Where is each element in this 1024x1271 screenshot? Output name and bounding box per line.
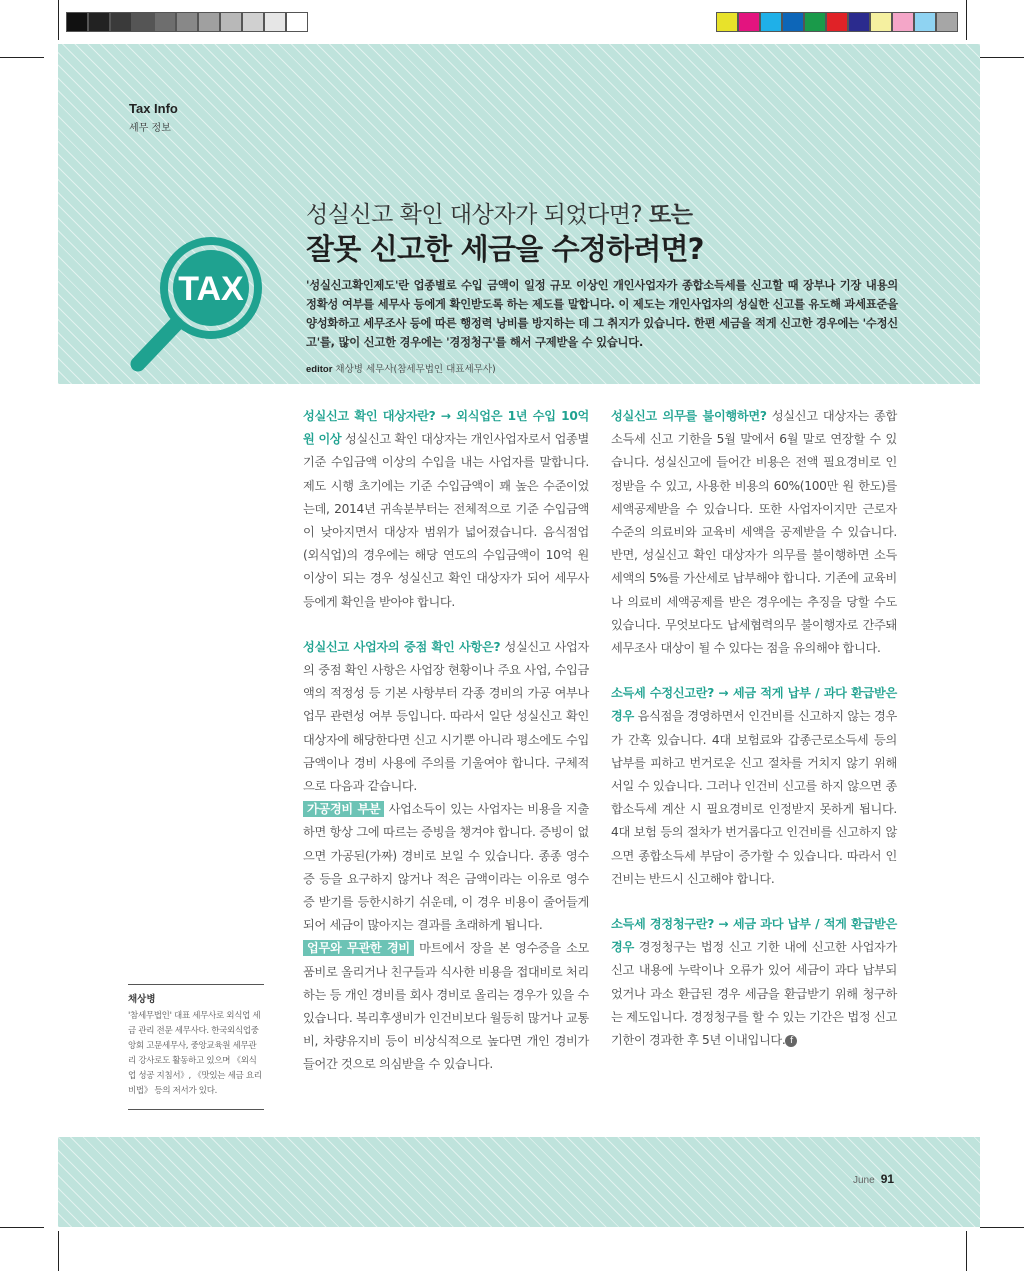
article-column-1 <box>303 405 589 1077</box>
color-swatch <box>782 12 804 32</box>
author-bio <box>128 984 264 1110</box>
gray-swatch <box>88 12 110 32</box>
color-swatch <box>716 12 738 32</box>
editor-credit <box>306 361 496 375</box>
body-text: 성실신고 대상자는 종합소득세 신고 기한을 5월 말에서 6월 말로 연장할 수 있습니다. 성실신고에 들어간 비용은 전액 필요경비로 인정받을 수 있고, 사용한 비용의 60%(100만 원 한도)를 세액공제받을 수 있습니다. 또한 사업자이지만 근로자 수준의 의료비와 교육비 세액을 공제받을 수 있습니다. 반면, 성실신고 확인 대상자가 의무를 불이행하면 소득세액의 5%를 가산세로 납부해야 합니다. 기존에 교육비나 의료비 세액공제를 받은 경우에는 추징을 당할 수도 있습니다. 무엇보다도 납세협력의무 불이행자로 간주돼 세무조사 대상이 될 수 있다는 점을 유의해야 합니다. <box>611 409 897 656</box>
gray-swatch <box>132 12 154 32</box>
crop-mark <box>980 57 1024 58</box>
color-swatch <box>804 12 826 32</box>
page-title: 잘못 신고한 세금을 수정하려면? <box>306 232 704 266</box>
body-text: 성실신고 사업자의 중점 확인 사항은 사업장 현황이나 주요 사업, 수입금액의 적정성 등 기본 사항부터 각종 경비의 가공 여부나 업무 관련성 여부 등입니다. 따라서 일단 성실신고 확인 대상자에 해당한다면 신고 시기뿐 아니라 평소에도 수입금액이나 경비 사용에 주의를 기울여야 합니다. 구체적으로 다음과 같습니다. <box>303 639 590 794</box>
gray-color-bar <box>66 12 308 32</box>
article-column-2 <box>611 405 897 1052</box>
gray-swatch <box>154 12 176 32</box>
crop-mark <box>0 57 44 58</box>
title-light: 성실신고 확인 대상자가 되었다면? <box>306 202 643 228</box>
section-title-en: Tax Info <box>129 101 178 116</box>
author-name: 채상병 <box>128 994 156 1005</box>
gray-swatch <box>242 12 264 32</box>
crop-mark <box>58 1231 59 1271</box>
page-folio <box>853 1168 894 1187</box>
footer-panel <box>58 1137 980 1227</box>
subhead: 소득세 수정신고란? → 세금 적게 납부 / 과다 환급받은 경우 <box>611 686 897 724</box>
highlight-tag: 업무와 무관한 경비 <box>303 940 414 956</box>
crop-mark <box>0 1227 44 1228</box>
subhead: 성실신고 사업자의 중점 확인 사항은? <box>303 639 501 654</box>
author-description: '참세무법인' 대표 세무사로 외식업 세금 관리 전문 세무사다. 한국외식업중앙회 고문세무사, 중앙교육원 세무관리 강사로도 활동하고 있으며 《외식업 성공 지침서》, 《맛있는 세금 요리비법》 등의 저서가 있다. <box>128 1011 262 1096</box>
color-swatch <box>738 12 760 32</box>
gray-swatch <box>220 12 242 32</box>
crop-mark <box>58 0 59 40</box>
body-text: 사업소득이 있는 사업자는 비용을 지출하면 항상 그에 따르는 증빙을 챙겨야 합니다. 증빙이 없으면 가공된(가짜) 경비로 보일 수 있습니다. 종종 영수증 등을 요구하지 않거나 적은 금액이라는 이유로 영수증 받기를 등한시하기 쉬운데, 이 경우 비용이 줄어들게 되어 세금이 많아지는 결과를 초래하게 됩니다. <box>303 802 589 933</box>
color-swatch <box>826 12 848 32</box>
body-text: 경정청구는 법정 신고 기한 내에 신고한 사업자가 신고 내용에 누락이나 오류가 있어 세금이 과다 납부되었거나 과소 환급된 경우 세금을 환급받기 위해 청구하는 제도입니다. 경정청구를 할 수 있는 기간은 법정 신고 기한이 경과한 후 5년 이내입니다. <box>611 940 897 1048</box>
gray-swatch <box>110 12 132 32</box>
title-line-1 <box>306 196 692 229</box>
intro-paragraph: '성실신고확인제도'란 업종별로 수입 금액이 일정 규모 이상인 개인사업자가 종합소득세를 신고할 때 장부나 기장 내용의 정확성 여부를 세무사 등에게 확인받도록 하는 제도를 말합니다. 이 제도는 개인사업자의 성실한 신고를 유도해 과세표준을 양성화하고 세무조사 등에 따른 행정력 낭비를 방지하는 데 그 취지가 있습니다. 한편 세금을 적게 신고한 경우에는 '수정신고'를, 많이 신고한 경우에는 '경정청구'를 해서 구제받을 수 있습니다. <box>306 279 899 349</box>
crop-mark <box>966 1231 967 1271</box>
process-color-bar <box>716 12 958 32</box>
subhead: 성실신고 확인 대상자란? → 외식업은 1년 수입 10억 원 이상 <box>303 409 589 447</box>
color-swatch <box>914 12 936 32</box>
color-swatch <box>870 12 892 32</box>
title-bold: 또는 <box>649 202 693 228</box>
end-mark-icon: f <box>785 1035 797 1047</box>
highlight-tag: 가공경비 부분 <box>303 801 384 817</box>
editor-name: 채상병 세무사(참세무법인 대표세무사) <box>335 364 496 375</box>
magnifier-tax-icon <box>124 232 264 382</box>
crop-mark <box>966 0 967 40</box>
gray-swatch <box>176 12 198 32</box>
section-label <box>129 101 178 134</box>
section-title-ko: 세무 정보 <box>129 123 171 134</box>
page-number: 91 <box>880 1172 895 1186</box>
color-swatch <box>936 12 958 32</box>
gray-swatch <box>66 12 88 32</box>
body-text: 음식점을 경영하면서 인건비를 신고하지 않는 경우가 간혹 있습니다. 4대 보험료와 갑종근로소득세 등의 납부를 피하고 번거로운 신고 절차를 거치지 않기 위해서일 수 있습니다. 그러나 인건비 신고를 하지 않으면 종합소득세 계산 시 필요경비로 인정받지 못하게 됩니다. 4대 보험 등의 절차가 번거롭다고 인건비를 신고하지 않으면 종합소득세 부담이 증가할 수 있습니다. 따라서 인건비는 반드시 신고해야 합니다. <box>611 709 897 886</box>
tax-logo-text: TAX <box>178 270 244 308</box>
color-swatch <box>848 12 870 32</box>
crop-mark <box>980 1227 1024 1228</box>
subhead: 성실신고 의무를 불이행하면? <box>611 409 767 423</box>
color-swatch <box>892 12 914 32</box>
folio-month: June <box>853 1175 875 1186</box>
gray-swatch <box>286 12 308 32</box>
editor-label: editor <box>306 364 333 375</box>
subhead: 소득세 경정청구란? → 세금 과다 납부 / 적게 환급받은 경우 <box>611 917 897 955</box>
color-swatch <box>760 12 782 32</box>
gray-swatch <box>198 12 220 32</box>
gray-swatch <box>264 12 286 32</box>
body-text: 마트에서 장을 본 영수증을 소모품비로 올리거나 친구들과 식사한 비용을 접대비로 처리하는 등 개인 경비를 회사 경비로 올리는 경우가 있을 수 있습니다. 복리후생비가 인건비보다 월등히 많거나 교통비, 차량유지비 등이 비상식적으로 높다면 개인 경비가 들어간 것으로 의심받을 수 있습니다. <box>303 941 590 1072</box>
body-text: 성실신고 확인 대상자는 개인사업자로서 업종별 기준 수입금액 이상의 수입을 내는 사업자를 말합니다. 제도 시행 초기에는 기준 수입금액이 꽤 높은 수준이었는데, 2014년 귀속분부터는 전체적으로 기준 수입금액이 낮아지면서 대상자 범위가 넓어졌습니다. 음식점업(외식업)의 경우에는 해당 연도의 수입금액이 10억 원 이상이 되는 경우 성실신고 확인 대상자가 되어 세무사 등에게 확인을 받아야 합니다. <box>303 432 589 609</box>
